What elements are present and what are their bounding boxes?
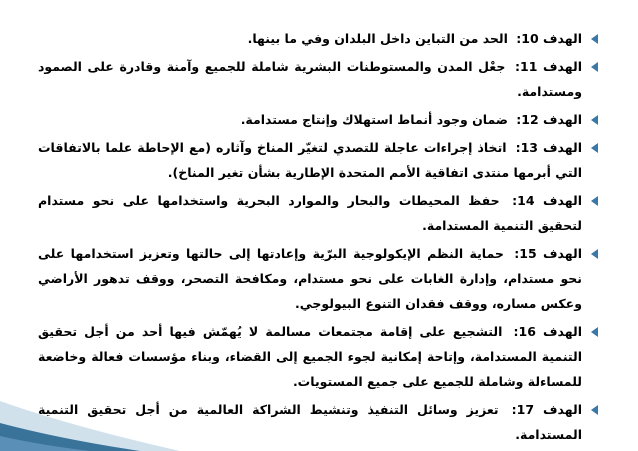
goal-label: الهدف 14: bbox=[512, 193, 583, 208]
goal-label: الهدف 15: bbox=[514, 246, 583, 261]
arrow-bullet-icon bbox=[591, 249, 598, 259]
goal-text: ضمان وجود أنماط استهلاك وإنتاج مستدامة. bbox=[240, 112, 508, 127]
goal-12 bbox=[38, 107, 598, 132]
goal-10 bbox=[38, 26, 598, 51]
goals-list bbox=[38, 26, 598, 450]
goal-text: حماية النظم الإيكولوجية البرّية وإعادتها إلى حالتها وتعزيز استخدامها على نحو مستدام، وإدارة الغابات على نحو مستدام، ومكافحة التصحر، ووقف تدهور الأراضي وعكس مساره، ووقف فقدان التنوع البيولوجي. bbox=[38, 246, 582, 311]
arrow-bullet-icon bbox=[591, 327, 598, 337]
goal-label: الهدف 12: bbox=[516, 112, 582, 127]
arrow-bullet-icon bbox=[591, 196, 598, 206]
arrow-bullet-icon bbox=[591, 115, 598, 125]
goal-label: الهدف 13: bbox=[515, 140, 582, 155]
goal-label: الهدف 16: bbox=[513, 324, 583, 339]
goal-label: الهدف 17: bbox=[511, 402, 583, 417]
goal-label: الهدف 10: bbox=[516, 31, 582, 46]
goal-text: تعزيز وسائل التنفيذ وتنشيط الشراكة العالمية من أجل تحقيق التنمية المستدامة. bbox=[38, 402, 582, 442]
goal-text: التشجيع على إقامة مجتمعات مسالمة لا يُهمّش فيها أحد من أجل تحقيق التنمية المستدامة، وإتاحة إمكانية لجوء الجميع إلى القضاء، وبناء مؤسسات فعالة وخاضعة للمساءلة وشاملة للجميع على جميع المستويات. bbox=[38, 324, 582, 389]
goal-text: جعْل المدن والمستوطنات البشرية شاملة للجميع وآمنة وقادرة على الصمود ومستدامة. bbox=[38, 59, 582, 99]
arrow-bullet-icon bbox=[591, 405, 598, 415]
goal-text: الحد من التباين داخل البلدان وفي ما بينها. bbox=[247, 31, 508, 46]
arrow-bullet-icon bbox=[591, 62, 598, 72]
goal-label: الهدف 11: bbox=[515, 59, 582, 74]
goal-14 bbox=[38, 188, 598, 238]
goal-16 bbox=[38, 319, 598, 394]
arrow-bullet-icon bbox=[591, 143, 598, 153]
goal-text: اتخاذ إجراءات عاجلة للتصدي لتغيّر المناخ وآثاره (مع الإحاطة علما بالاتفاقات التي أبرمها منتدى اتفاقية الأمم المتحدة الإطارية بشأن تغير المناخ). bbox=[38, 140, 582, 180]
goal-text: حفظ المحيطات والبحار والموارد البحرية واستخدامها على نحو مستدام لتحقيق التنمية المستدامة. bbox=[38, 193, 582, 233]
goal-13 bbox=[38, 135, 598, 185]
arrow-bullet-icon bbox=[591, 34, 598, 44]
goal-11 bbox=[38, 54, 598, 104]
goal-17 bbox=[38, 397, 598, 447]
goal-15 bbox=[38, 241, 598, 316]
